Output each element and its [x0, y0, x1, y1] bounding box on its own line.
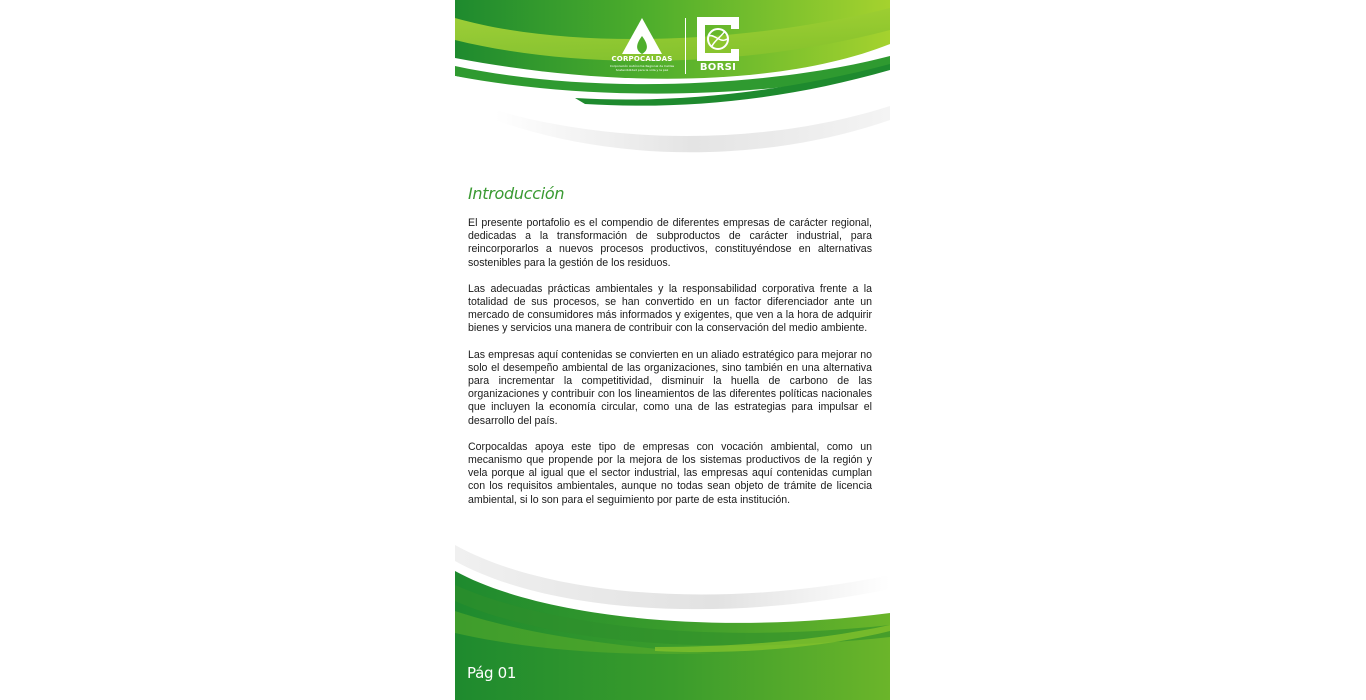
page-number: Pág 01: [467, 664, 517, 682]
corpocaldas-slogan-text: Sostenibilidad para la vida y la paz: [615, 68, 669, 72]
paragraph-1: El presente portafolio es el compendio de diferentes empresas de carácter regional, dedicadas a la transformación de subproductos de carácter industrial, para reincorporarlos a nuevos procesos productivos, constituyéndose en alternativas sostenibles para la gestión de los residuos.: [468, 217, 872, 269]
corpocaldas-tagline: [607, 64, 677, 72]
paragraph-2: Las adecuadas prácticas ambientales y la responsabilidad corporativa frente a la totalidad de sus procesos, se han convertido en un factor diferenciador ante un mercado de consumidores más informados y exigentes, que ven a la hora de adquirir bienes y servicios una manera de contribuir con la conservación del medio ambiente.: [468, 282, 872, 335]
corpocaldas-tagline-text: Corporación Autónoma Regional de Caldas: [609, 64, 675, 68]
header-logos: [605, 14, 745, 78]
logo-divider: [685, 18, 686, 74]
paragraph-3: Las empresas aquí contenidas se convierten en un aliado estratégico para mejorar no solo el desempeño ambiental de las organizaciones, sino también en una alternativa para incrementar la competitividad, disminuir la huella de carbono de las organizaciones y contribuir con los lineamientos de las diferentes políticas nacionales que incluyen la economía circular, como una de las estrategias para impulsar el desarrollo del país.: [468, 348, 872, 427]
paragraph-4: Corpocaldas apoya este tipo de empresas con vocación ambiental, como un mecanismo que propende por la mejora de los sistemas productivos de la región y vela porque al igual que el sector industrial, las empresas aquí contenidas cumplan con los requisitos ambientales, aunque no todas sean objeto de trámite de licencia ambiental, si lo son para el seguimiento por parte de esta institución.: [468, 440, 872, 506]
document-page: [455, 0, 890, 700]
page-title: Introducción: [468, 184, 565, 203]
borsi-globe-logo-icon: [697, 17, 739, 61]
intro-body: [468, 217, 872, 520]
footer-wave-art: [455, 515, 890, 700]
borsi-name: BORSI: [699, 62, 737, 73]
corpocaldas-name: CORPOCALDAS: [611, 55, 673, 63]
